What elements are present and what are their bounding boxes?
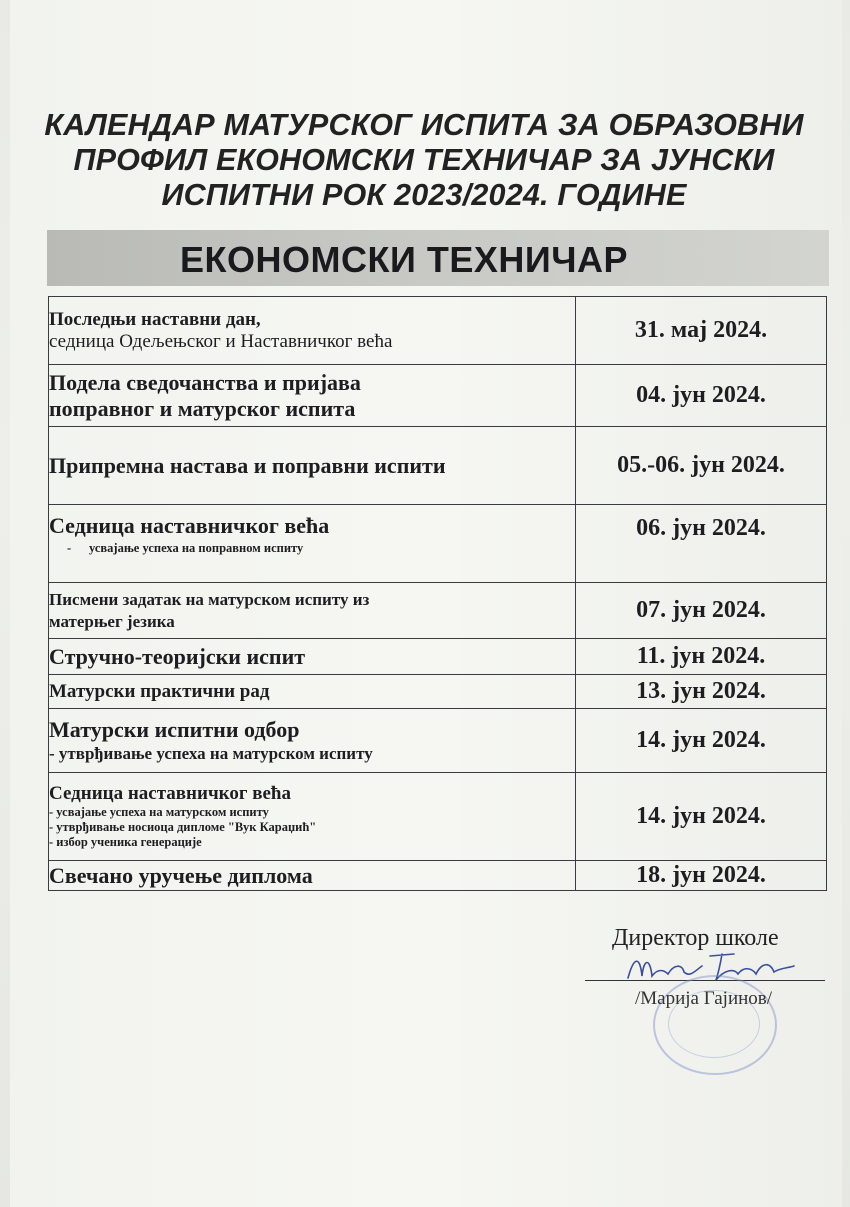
row-date: 13. јун 2024. xyxy=(576,675,827,709)
label-line: Седница наставничког већа xyxy=(49,783,291,804)
table-row xyxy=(49,427,827,505)
row-label xyxy=(49,639,576,675)
table-row xyxy=(49,505,827,583)
title-line-1: КАЛЕНДАР МАТУРСКОГ ИСПИТА ЗА ОБРАЗОВНИ xyxy=(44,108,804,142)
label-line: матерњег језика xyxy=(49,611,175,631)
title-line-3: ИСПИТНИ РОК 2023/2024. ГОДИНЕ xyxy=(161,178,687,212)
row-date: 04. јун 2024. xyxy=(576,365,827,427)
table-row xyxy=(49,709,827,773)
label-line: Свечано уручење диплома xyxy=(49,862,313,888)
label-line: Припремна настава и поправни испити xyxy=(49,452,446,478)
label-line: Подела сведочанства и пријава xyxy=(49,369,361,395)
row-label xyxy=(49,427,576,505)
label-line: Последњи наставни дан, xyxy=(49,308,261,330)
row-label xyxy=(49,583,576,639)
table-row xyxy=(49,583,827,639)
director-name: /Марија Гајинов/ xyxy=(635,988,773,1009)
document-title xyxy=(20,108,828,213)
label-line: Матурски практични рад xyxy=(49,680,270,702)
row-date: 06. јун 2024. xyxy=(576,505,827,583)
label-line: Седница наставничког већа xyxy=(49,513,330,538)
sub-item: - усвајање успеха на поправном испиту xyxy=(67,541,304,555)
row-label xyxy=(49,297,576,365)
label-line: поправног и матурског испита xyxy=(49,395,356,421)
table-row xyxy=(49,639,827,675)
table-row xyxy=(49,365,827,427)
table-row xyxy=(49,861,827,891)
row-date: 14. јун 2024. xyxy=(576,709,827,773)
row-label xyxy=(49,505,576,583)
label-line: Стручно-теоријски испит xyxy=(49,643,306,669)
row-date: 18. јун 2024. xyxy=(576,861,827,891)
title-line-2: ПРОФИЛ ЕКОНОМСКИ ТЕХНИЧАР ЗА ЈУНСКИ xyxy=(73,143,775,177)
label-line: Писмени задатак на матурском испиту из xyxy=(49,589,370,609)
row-label xyxy=(49,773,576,861)
table-row xyxy=(49,773,827,861)
row-date: 05.-06. јун 2024. xyxy=(576,427,827,505)
label-line: Матурски испитни одбор xyxy=(49,716,300,742)
sub-item: - усвајање успеха на матурском испиту xyxy=(49,805,269,819)
row-date: 07. јун 2024. xyxy=(576,583,827,639)
row-label xyxy=(49,675,576,709)
label-line: седница Одељењског и Наставничког већа xyxy=(49,330,393,352)
director-title: Директор школе xyxy=(612,925,779,951)
row-label xyxy=(49,861,576,891)
row-date: 14. јун 2024. xyxy=(576,773,827,861)
table-row xyxy=(49,297,827,365)
sub-item: - утврђивање успеха на матурском испиту xyxy=(49,743,373,763)
row-date: 11. јун 2024. xyxy=(576,639,827,675)
sub-item: - утврђивање носиоца дипломе "Вук Караџић" xyxy=(49,820,317,834)
row-date: 31. мај 2024. xyxy=(576,297,827,365)
profile-heading: ЕКОНОМСКИ ТЕХНИЧАР xyxy=(180,239,629,280)
row-label xyxy=(49,709,576,773)
exam-calendar-table xyxy=(48,296,827,891)
sub-item: - избор ученика генерације xyxy=(49,835,202,849)
table-row xyxy=(49,675,827,709)
row-label xyxy=(49,365,576,427)
